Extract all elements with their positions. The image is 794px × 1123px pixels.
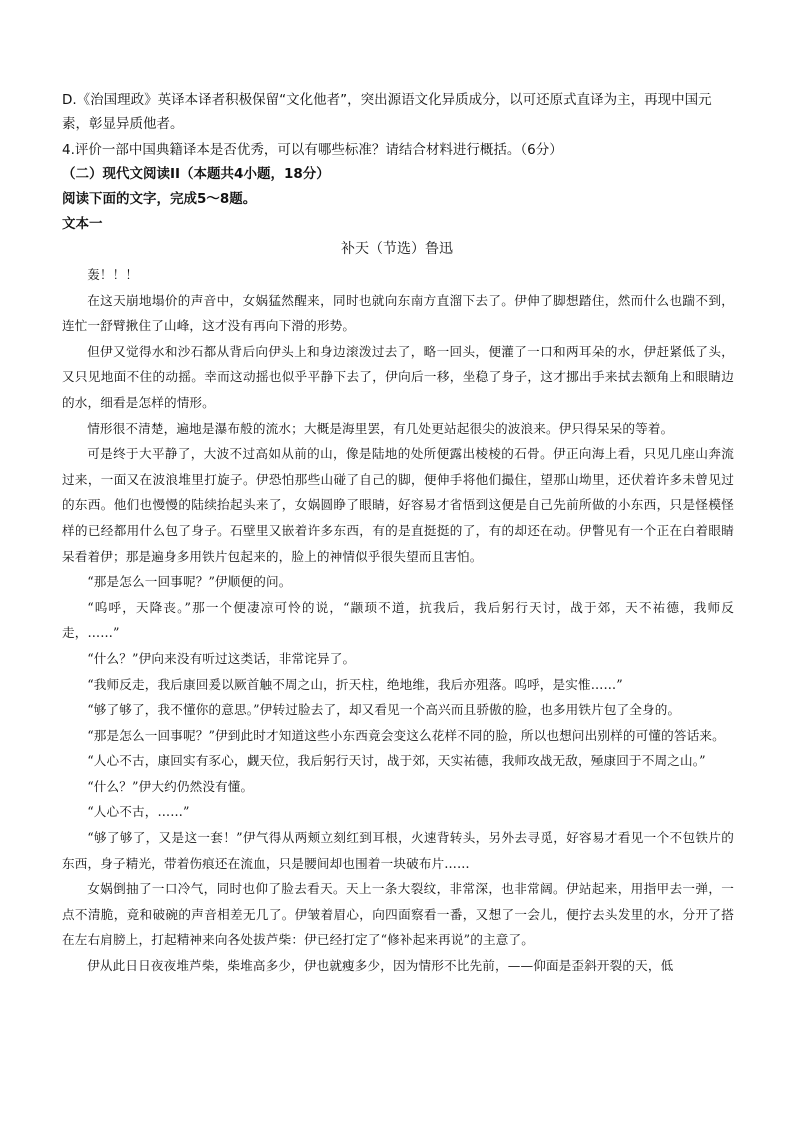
- story-paragraph: 可是终于大平静了，大波不过高如从前的山，像是陆地的处所便露出棱棱的石骨。伊正向海上看，只见几座山奔流过来，一面又在波浪堆里打旋子。伊恐怕那些山碰了自己的脚，便伸手将他们撮住，望那山坳里，还伏着许多未曾见过的东西。他们也慢慢的陆续抬起头来了，女娲圆睁了眼睛，好容易才省悟到这便是自己先前所做的小东西，只是怪模怪样的已经都用什么包了身子。石壁里又嵌着许多东西，有的是直挺挺的了，有的却还在动。伊瞥见有一个正在白着眼睛呆看着伊；那是遍身多用铁片包起来的，脸上的神情似乎很失望而且害怕。: [62, 446, 734, 564]
- dialogue-line: “那是怎么一回事呢？”伊到此时才知道这些小东西竟会变这么花样不同的脸，所以也想问出别样的可懂的答话来。: [87, 727, 725, 743]
- dialogue-line: “什么？”伊大约仍然没有懂。: [87, 778, 254, 794]
- dialogue-line: “呜呼，天降丧。”那一个便凄凉可怜的说，“颛顼不道，抗我后，我后躬行天讨，战于郊，天不祐德，我师反走，……”: [62, 599, 734, 641]
- story-paragraph: 但伊又觉得水和沙石都从背后向伊头上和身边滚泼过去了，略一回头，便灌了一口和两耳朵的水，伊赶紧低了头，又只见地面不住的动摇。幸而这动摇也似乎平静下去了，伊向后一移，坐稳了身子，这才挪出手来拭去额角上和眼睛边的水，细看是怎样的情形。: [62, 343, 734, 410]
- dialogue-line: “什么？”伊向来没有听过这类话，非常诧异了。: [87, 650, 356, 666]
- dialogue-line: “我师反走，我后康回爰以厥首触不周之山，折天柱，绝地维，我后亦殂落。呜呼，是实惟……”: [87, 676, 623, 692]
- story-paragraph: 轰！！！: [87, 267, 139, 282]
- text-one-label: 文本一: [62, 216, 103, 232]
- story-paragraph: 在这天崩地塌价的声音中，女娲猛然醒来，同时也就向东南方直溜下去了。伊伸了脚想踏住，然而什么也踹不到，连忙一舒臂揪住了山峰，这才没有再向下滑的形势。: [62, 292, 734, 334]
- dialogue-line: “人心不古，康回实有豕心，觑天位，我后躬行天讨，战于郊，天实祐德，我师攻战无敌，殛康回于不周之山。”: [87, 753, 706, 769]
- story-paragraph: 伊从此日日夜夜堆芦柴，柴堆高多少，伊也就瘦多少，因为情形不比先前，——仰面是歪斜开裂的天，低: [87, 958, 674, 974]
- dialogue-line: “那是怎么一回事呢？”伊顺便的问。: [87, 574, 292, 590]
- article-body: [62, 262, 734, 979]
- dialogue-line: “人心不古，……”: [87, 804, 190, 820]
- reading-instruction: 阅读下面的文字，完成5～8题。: [62, 191, 257, 207]
- article-title: 补天（节选）鲁迅: [341, 241, 453, 257]
- dialogue-line: “够了够了，又是这一套！”伊气得从两颊立刻红到耳根，火速背转头，另外去寻觅，好容易才看见一个不包铁片的东西，身子精光，带着伤痕还在流血，只是腰间却也围着一块破布片……: [62, 830, 734, 871]
- option-d: D.《治国理政》英译本译者积极保留“文化他者”，突出源语文化异质成分，以可还原式直译为主，再现中国元素，彰显异质他者。: [62, 92, 712, 132]
- story-paragraph: 情形很不清楚，遍地是瀑布般的流水；大概是海里罢，有几处更站起很尖的波浪来。伊只得呆呆的等着。: [87, 420, 674, 436]
- story-paragraph: 女娲倒抽了一口冷气，同时也仰了脸去看天。天上一条大裂纹，非常深，也非常阔。伊站起来，用指甲去一弹，一点不清脆，竟和破碗的声音相差无几了。伊皱着眉心，向四面察看一番，又想了一会儿，便拧去头发里的水，分开了搭在左右肩膀上，打起精神来向各处拔芦柴：伊已经打定了“修补起来再说”的主意了。: [62, 881, 734, 948]
- dialogue-line: “够了够了，我不懂你的意思。”伊转过脸去了，却又看见一个高兴而且骄傲的脸，也多用铁片包了全身的。: [87, 702, 681, 718]
- question-4: 4.评价一部中国典籍译本是否优秀，可以有哪些标准？请结合材料进行概括。（6分）: [62, 142, 563, 158]
- section-heading: （二）现代文阅读II（本题共4小题，18分）: [62, 166, 330, 182]
